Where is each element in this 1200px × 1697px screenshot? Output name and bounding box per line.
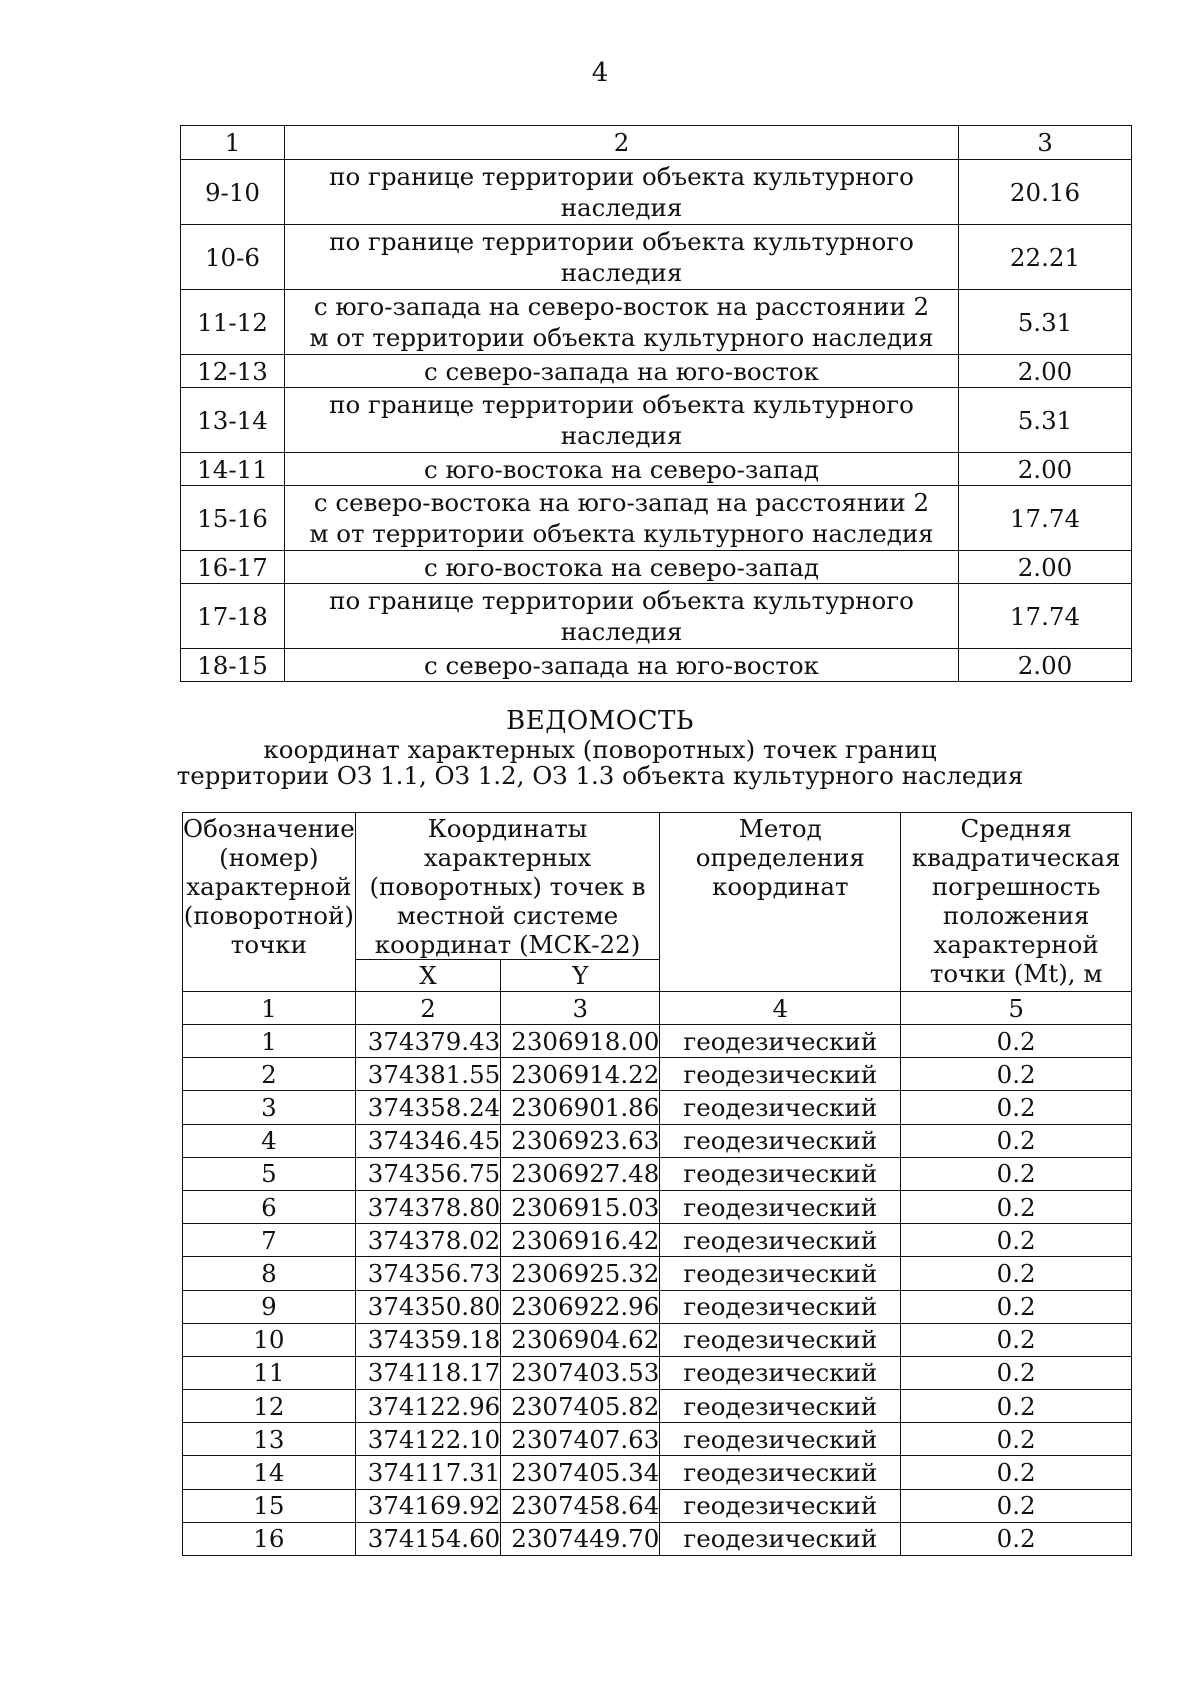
description-cell: с северо-запада на юго-восток [285, 649, 959, 682]
error-cell: 0.2 [901, 1290, 1132, 1323]
point-number-cell: 6 [183, 1190, 356, 1223]
y-coordinate-cell: 2306915.03 [501, 1190, 660, 1223]
length-cell: 17.74 [959, 486, 1132, 551]
error-cell: 0.2 [901, 1390, 1132, 1423]
table-row [183, 1489, 1132, 1522]
table-row [181, 551, 1132, 584]
length-cell: 17.74 [959, 584, 1132, 649]
table-header-row [181, 126, 1132, 160]
column-header-3: 3 [959, 126, 1132, 160]
column-number-1: 1 [183, 992, 356, 1025]
table-row [183, 1356, 1132, 1389]
x-coordinate-cell: 374122.10 [355, 1423, 501, 1456]
x-coordinate-cell: 374117.31 [355, 1456, 501, 1489]
column-number-5: 5 [901, 992, 1132, 1025]
point-designation-header: Обозначение (номер) характерной (поворотной) точки [183, 813, 356, 992]
description-cell: с юго-запада на северо-восток на расстоянии 2 м от территории объекта культурного наследия [285, 290, 959, 355]
table-row [181, 388, 1132, 453]
point-number-cell: 11 [183, 1356, 356, 1389]
x-coordinate-cell: 374154.60 [355, 1522, 501, 1555]
method-cell: геодезический [660, 1091, 901, 1124]
table-header-row [183, 813, 1132, 960]
table-row [181, 453, 1132, 486]
error-cell: 0.2 [901, 1323, 1132, 1356]
segment-cell: 16-17 [181, 551, 285, 584]
method-cell: геодезический [660, 1456, 901, 1489]
table-row [183, 1124, 1132, 1157]
error-cell: 0.2 [901, 1190, 1132, 1223]
table-row [183, 1025, 1132, 1058]
error-cell: 0.2 [901, 1091, 1132, 1124]
y-coordinate-cell: 2306925.32 [501, 1257, 660, 1290]
x-coordinate-cell: 374381.55 [355, 1058, 501, 1091]
error-cell: 0.2 [901, 1489, 1132, 1522]
description-cell: с юго-востока на северо-запад [285, 453, 959, 486]
y-coordinate-cell: 2306916.42 [501, 1224, 660, 1257]
description-cell: по границе территории объекта культурного наследия [285, 388, 959, 453]
segment-cell: 10-6 [181, 225, 285, 290]
x-coordinate-cell: 374378.02 [355, 1224, 501, 1257]
table-row [181, 355, 1132, 388]
method-cell: геодезический [660, 1124, 901, 1157]
error-cell: 0.2 [901, 1124, 1132, 1157]
x-coordinate-cell: 374122.96 [355, 1390, 501, 1423]
y-coordinate-cell: 2307405.82 [501, 1390, 660, 1423]
coordinates-table-body [183, 813, 1132, 1556]
segment-cell: 13-14 [181, 388, 285, 453]
segment-cell: 18-15 [181, 649, 285, 682]
y-coordinate-cell: 2306904.62 [501, 1323, 660, 1356]
table-row [183, 1224, 1132, 1257]
error-header: Средняя квадратическая погрешность положения характерной точки (Mt), м [901, 813, 1132, 992]
method-cell: геодезический [660, 1522, 901, 1555]
point-number-cell: 16 [183, 1522, 356, 1555]
table-row [183, 1190, 1132, 1223]
description-cell: по границе территории объекта культурного наследия [285, 584, 959, 649]
statement-title: ВЕДОМОСТЬ [506, 706, 694, 736]
y-coordinate-cell: 2307458.64 [501, 1489, 660, 1522]
error-cell: 0.2 [901, 1522, 1132, 1555]
description-cell: с северо-запада на юго-восток [285, 355, 959, 388]
segment-cell: 14-11 [181, 453, 285, 486]
table-row [181, 225, 1132, 290]
table-row [183, 1290, 1132, 1323]
x-coordinate-cell: 374379.43 [355, 1025, 501, 1058]
x-coordinate-cell: 374356.73 [355, 1257, 501, 1290]
column-number-row [183, 992, 1132, 1025]
description-cell: с юго-востока на северо-запад [285, 551, 959, 584]
table-row [183, 1456, 1132, 1489]
point-number-cell: 5 [183, 1157, 356, 1190]
table-row [181, 160, 1132, 225]
x-coordinate-cell: 374350.80 [355, 1290, 501, 1323]
y-header: Y [501, 960, 660, 992]
column-number-2: 2 [355, 992, 501, 1025]
point-number-cell: 3 [183, 1091, 356, 1124]
y-coordinate-cell: 2306922.96 [501, 1290, 660, 1323]
y-coordinate-cell: 2306914.22 [501, 1058, 660, 1091]
point-number-cell: 4 [183, 1124, 356, 1157]
method-cell: геодезический [660, 1025, 901, 1058]
y-coordinate-cell: 2306901.86 [501, 1091, 660, 1124]
segment-cell: 15-16 [181, 486, 285, 551]
method-cell: геодезический [660, 1190, 901, 1223]
boundary-segments-table-body [181, 126, 1132, 682]
table-row [183, 1522, 1132, 1555]
x-coordinate-cell: 374356.75 [355, 1157, 501, 1190]
method-cell: геодезический [660, 1157, 901, 1190]
error-cell: 0.2 [901, 1356, 1132, 1389]
length-cell: 5.31 [959, 388, 1132, 453]
point-number-cell: 10 [183, 1323, 356, 1356]
method-cell: геодезический [660, 1323, 901, 1356]
length-cell: 2.00 [959, 649, 1132, 682]
segment-cell: 9-10 [181, 160, 285, 225]
y-coordinate-cell: 2307449.70 [501, 1522, 660, 1555]
point-number-cell: 7 [183, 1224, 356, 1257]
table-row [183, 1257, 1132, 1290]
method-cell: геодезический [660, 1257, 901, 1290]
segment-cell: 11-12 [181, 290, 285, 355]
segment-cell: 17-18 [181, 584, 285, 649]
error-cell: 0.2 [901, 1257, 1132, 1290]
boundary-segments-table [180, 125, 1132, 682]
error-cell: 0.2 [901, 1224, 1132, 1257]
method-cell: геодезический [660, 1290, 901, 1323]
column-number-3: 3 [501, 992, 660, 1025]
table-row [181, 649, 1132, 682]
length-cell: 2.00 [959, 355, 1132, 388]
table-row [183, 1423, 1132, 1456]
table-row [181, 584, 1132, 649]
error-cell: 0.2 [901, 1058, 1132, 1091]
segment-cell: 12-13 [181, 355, 285, 388]
point-number-cell: 8 [183, 1257, 356, 1290]
length-cell: 20.16 [959, 160, 1132, 225]
y-coordinate-cell: 2307407.63 [501, 1423, 660, 1456]
statement-subtitle-line-1: координат характерных (поворотных) точек границ [263, 735, 937, 764]
column-header-1: 1 [181, 126, 285, 160]
error-cell: 0.2 [901, 1423, 1132, 1456]
table-row [183, 1058, 1132, 1091]
x-coordinate-cell: 374358.24 [355, 1091, 501, 1124]
method-header: Метод определения координат [660, 813, 901, 992]
statement-subtitle-line-2: территории ОЗ 1.1, ОЗ 1.2, ОЗ 1.3 объекта культурного наследия [176, 761, 1024, 790]
y-coordinate-cell: 2306927.48 [501, 1157, 660, 1190]
method-cell: геодезический [660, 1058, 901, 1091]
description-cell: по границе территории объекта культурного наследия [285, 225, 959, 290]
point-number-cell: 2 [183, 1058, 356, 1091]
table-row [183, 1390, 1132, 1423]
method-cell: геодезический [660, 1224, 901, 1257]
x-coordinate-cell: 374346.45 [355, 1124, 501, 1157]
error-cell: 0.2 [901, 1456, 1132, 1489]
method-cell: геодезический [660, 1489, 901, 1522]
y-coordinate-cell: 2306918.00 [501, 1025, 660, 1058]
x-coordinate-cell: 374169.92 [355, 1489, 501, 1522]
table-row [181, 290, 1132, 355]
point-number-cell: 9 [183, 1290, 356, 1323]
length-cell: 2.00 [959, 551, 1132, 584]
length-cell: 2.00 [959, 453, 1132, 486]
coordinates-table [182, 812, 1132, 1556]
table-row [183, 1091, 1132, 1124]
point-number-cell: 1 [183, 1025, 356, 1058]
method-cell: геодезический [660, 1390, 901, 1423]
method-cell: геодезический [660, 1356, 901, 1389]
description-cell: с северо-востока на юго-запад на расстоянии 2 м от территории объекта культурного наследия [285, 486, 959, 551]
point-number-cell: 15 [183, 1489, 356, 1522]
point-number-cell: 13 [183, 1423, 356, 1456]
length-cell: 22.21 [959, 225, 1132, 290]
y-coordinate-cell: 2307405.34 [501, 1456, 660, 1489]
table-row [183, 1157, 1132, 1190]
table-row [183, 1323, 1132, 1356]
x-coordinate-cell: 374378.80 [355, 1190, 501, 1223]
method-cell: геодезический [660, 1423, 901, 1456]
error-cell: 0.2 [901, 1157, 1132, 1190]
x-coordinate-cell: 374118.17 [355, 1356, 501, 1389]
point-number-cell: 14 [183, 1456, 356, 1489]
x-coordinate-cell: 374359.18 [355, 1323, 501, 1356]
point-number-cell: 12 [183, 1390, 356, 1423]
x-header: X [355, 960, 501, 992]
column-number-4: 4 [660, 992, 901, 1025]
y-coordinate-cell: 2306923.63 [501, 1124, 660, 1157]
column-header-2: 2 [285, 126, 959, 160]
description-cell: по границе территории объекта культурного наследия [285, 160, 959, 225]
length-cell: 5.31 [959, 290, 1132, 355]
table-row [181, 486, 1132, 551]
coordinates-header: Координаты характерных (поворотных) точек в местной системе координат (МСК-22) [355, 813, 660, 960]
y-coordinate-cell: 2307403.53 [501, 1356, 660, 1389]
page-number: 4 [591, 58, 609, 88]
error-cell: 0.2 [901, 1025, 1132, 1058]
